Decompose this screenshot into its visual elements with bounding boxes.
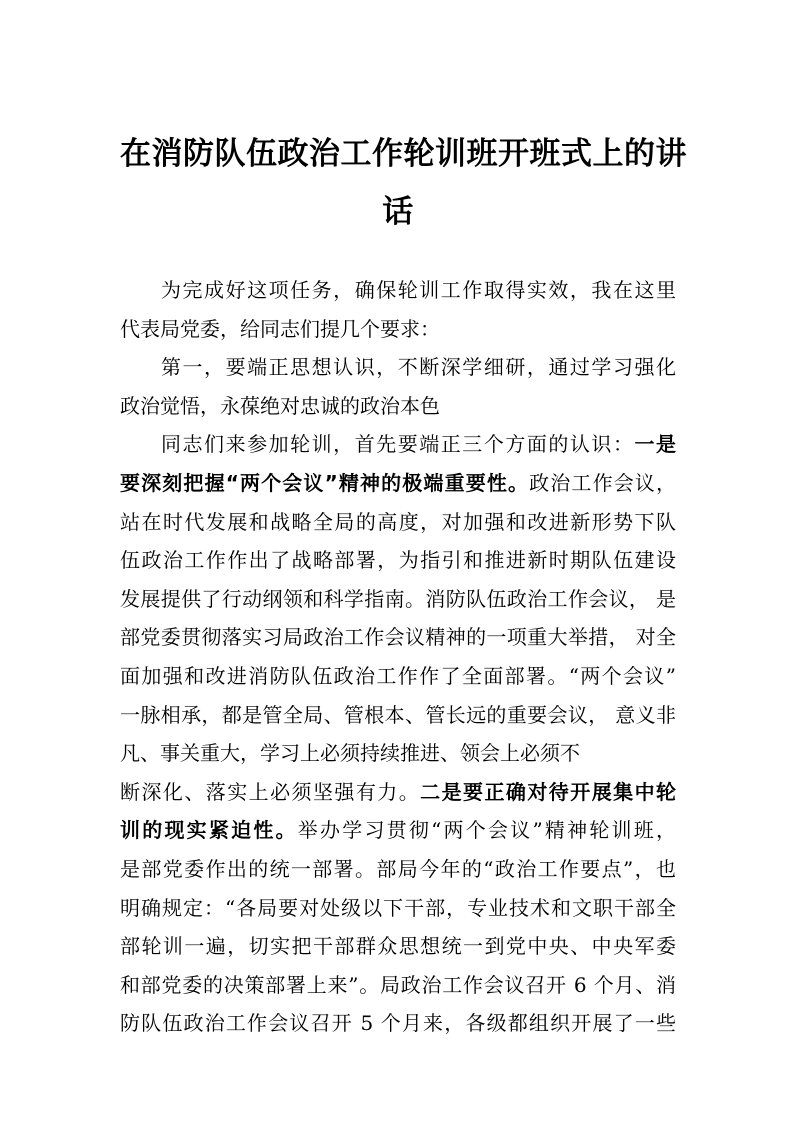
body-line-4 xyxy=(120,387,676,426)
body-line-5 xyxy=(120,425,676,464)
body-text: 面加强和改进消防队伍政治工作作了全面部署。“两个会议” xyxy=(120,663,676,688)
body-text: 政治觉悟，永葆绝对忠诚的政治本色 xyxy=(120,393,440,418)
body-line-13 xyxy=(120,734,676,773)
body-line-11 xyxy=(120,657,676,696)
bold-emphasis: 要深刻把握“两个会议”精神的极端重要性。 xyxy=(120,470,530,495)
body-text: 凡、事关重大，学习上必须持续推进、领会上必须不 xyxy=(120,741,580,766)
body-text: 政治工作会议， xyxy=(529,470,676,495)
body-text: 断深化、落实上必须坚强有力。 xyxy=(120,779,421,804)
body-text: 发展提供了行动纲领和科学指南。消防队伍政治工作会议， 是 xyxy=(120,586,676,611)
body-text: 代表局党委，给同志们提几个要求： xyxy=(120,316,440,341)
body-line-3 xyxy=(120,348,676,387)
body-text: 为完成好这项任务，确保轮训工作取得实效，我在这里 xyxy=(161,278,676,302)
body-line-20 xyxy=(120,1004,676,1043)
body-text: 防队伍政治工作会议召开 5 个月来，各级都组织开展了一些 xyxy=(120,1011,676,1036)
body-line-9 xyxy=(120,580,676,619)
bold-emphasis: 训的现实紧迫性。 xyxy=(120,818,298,843)
bold-emphasis: 一是 xyxy=(634,432,676,457)
body-line-18 xyxy=(120,927,676,966)
body-text: 第一，要端正思想认识，不断深学细研，通过学习强化 xyxy=(161,355,676,380)
body-text: 和部党委的决策部署上来”。局政治工作会议召开 6 个月、消 xyxy=(120,972,676,997)
document-body xyxy=(120,271,676,1043)
body-line-8 xyxy=(120,541,676,580)
body-text: 是部党委作出的统一部署。部局今年的“政治工作要点”，也 xyxy=(120,856,676,881)
body-line-1 xyxy=(120,271,676,310)
body-line-12 xyxy=(120,696,676,735)
body-line-14 xyxy=(120,773,676,812)
body-line-7 xyxy=(120,503,676,542)
body-line-15 xyxy=(120,811,676,850)
body-line-2 xyxy=(120,310,676,349)
body-line-17 xyxy=(120,889,676,928)
body-line-10 xyxy=(120,618,676,657)
body-line-6 xyxy=(120,464,676,503)
body-text: 站在时代发展和战略全局的高度，对加强和改进新形势下队 xyxy=(120,509,676,534)
body-text: 一脉相承，都是管全局、管根本、管长远的重要会议， 意义非 xyxy=(120,702,676,727)
body-text: 伍政治工作作出了战略部署，为指引和推进新时期队伍建设 xyxy=(120,548,676,573)
bold-emphasis: 二是要正确对待开展集中轮 xyxy=(420,779,676,804)
document-title-line-2: 话 xyxy=(382,194,414,230)
body-text: 同志们来参加轮训，首先要端正三个方面的认识： xyxy=(161,432,635,457)
body-text: 部党委贯彻落实习局政治工作会议精神的一项重大举措， 对全 xyxy=(120,625,676,650)
body-text: 部轮训一遍，切实把干部群众思想统一到党中央、中央军委 xyxy=(120,934,676,959)
document-title-line-1: 在消防队伍政治工作轮训班开班式上的讲 xyxy=(120,136,687,172)
body-text: 举办学习贯彻“两个会议”精神轮训班， xyxy=(297,818,676,843)
body-text: 明确规定：“各局要对处级以下干部，专业技术和文职干部全 xyxy=(120,895,676,920)
body-line-19 xyxy=(120,966,676,1005)
body-line-16 xyxy=(120,850,676,889)
